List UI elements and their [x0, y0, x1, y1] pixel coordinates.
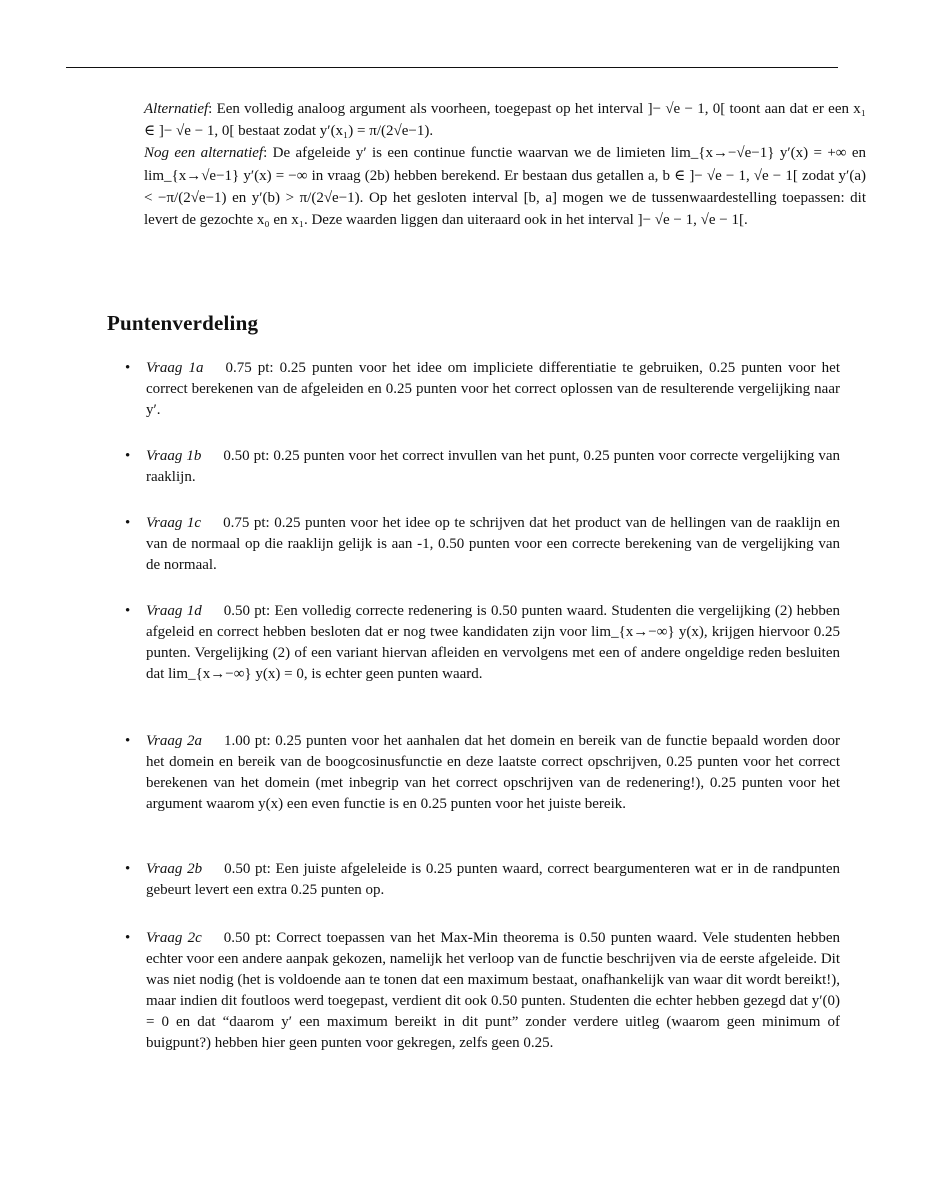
question-text: 0.50 pt: 0.25 punten voor het correct invullen van het punt, 0.25 punten voor correcte vergelijking van raaklijn.: [146, 448, 840, 485]
question-text: 1.00 pt: 0.25 punten voor het aanhalen dat het domein en bereik van de functie bepaald worden door het domein en bereik van de boogcosinusfunctie en deze laatste correct opschrijven, 0.25 punten voor het correct berekenen van het domein (met inbegrip van het correct opschrijven van de redenering!), 0.25 punten voor het argument waarom y(x) een even functie is en 0.25 punten voor het juiste bereik.: [146, 733, 840, 812]
grading-item-2a: [107, 731, 840, 815]
question-label: Vraag 1b: [146, 448, 202, 464]
grading-item-1c: [107, 513, 840, 576]
grading-item-2b: [107, 859, 840, 901]
section-heading: Puntenverdeling: [107, 311, 259, 335]
question-text: 0.50 pt: Een volledig correcte redenering is 0.50 punten waard. Studenten die vergelijking (2) hebben afgeleid en correct hebben besloten dat er nog twee kandidaten zijn voor lim_{x→−∞} y(x), krijgen hiervoor 0.25 punten. Vergelijking (2) of een variant hiervan afleiden en vervolgens met een of andere ongeldige reden besluiten dat lim_{x→−∞} y(x) = 0, is echter geen punten waard.: [146, 603, 841, 682]
grading-item-1b: [107, 446, 840, 488]
question-label: Vraag 2a: [146, 733, 202, 749]
alternative-paragraph: [144, 98, 866, 142]
question-text: 0.75 pt: 0.25 punten voor het idee op te schrijven dat het product van de hellingen van de raaklijn en van de normaal op die raaklijn gelijk is aan -1, 0.50 punten voor een correcte berekening van de vergelijking van de normaal.: [146, 515, 840, 573]
grading-item-2c: [107, 928, 840, 1054]
question-text: 0.50 pt: Correct toepassen van het Max-Min theorema is 0.50 punten waard. Vele studenten hebben echter voor een andere aanpak gekozen, namelijk het verloop van de functie beschrijven via de eerste afgeleide. Dit was niet nodig (het is voldoende aan te tonen dat een maximum bestaat, onafhankelijk van waar dit wordt bereikt!), maar indien dit foutloos werd toegepast, verdient dit ook 0.50 punten. Studenten die echter hebben gezegd dat y′(0) = 0 en dat “daarom y′ een maximum bereikt in dit punt” zonder verdere uitleg (waarom geen minimum of buigpunt?) hebben hier geen punten voor gekregen, zelfs geen 0.25.: [146, 930, 841, 1051]
bullet-icon: •: [125, 448, 131, 464]
question-label: Vraag 2b: [146, 861, 203, 877]
question-text: 0.75 pt: 0.25 punten voor het idee om impliciete differentiatie te gebruiken, 0.25 punten voor het correct berekenen van de afgeleiden en 0.25 punten voor het correct oplossen van de resulterende vergelijking naar y′.: [146, 360, 840, 418]
intro-block: [144, 98, 866, 231]
alternative-text: : Een volledig analoog argument als voorheen, toegepast op het interval ]− √e − 1, 0[ toont aan dat er een x₁ ∈ ]− √e − 1, 0[ bestaat zodat y′(x₁) = π/(2√e−1).: [144, 101, 866, 140]
header-rule: [66, 67, 838, 68]
second-alternative-label: Nog een alternatief: [144, 145, 264, 162]
question-text: 0.50 pt: Een juiste afgeleleide is 0.25 punten waard, correct beargumenteren wat er in de randpunten gebeurt levert een extra 0.25 punten op.: [146, 861, 841, 898]
grading-item-1d: [107, 601, 840, 685]
question-label: Vraag 2c: [146, 930, 202, 946]
bullet-icon: •: [125, 603, 131, 619]
question-label: Vraag 1c: [146, 515, 202, 531]
question-label: Vraag 1a: [146, 360, 204, 376]
second-alternative-text: : De afgeleide y′ is een continue functie waarvan we de limieten lim_{x→−√e−1} y′(x) = +∞ en lim_{x→√e−1} y′(x) = −∞ in vraag (2b) hebben berekend. Er bestaan dus getallen a, b ∈ ]− √e − 1, √e − 1[ zodat y′(a) < −π/(2√e−1) en y′(b) > π/(2√e−1). Op het gesloten interval [b, a] mogen we de tussenwaardestelling toepassen: dit levert de gezochte x₀ en x₁. Deze waarden liggen dan uiteraard ook in het interval ]− √e − 1, √e − 1[.: [144, 145, 867, 229]
bullet-icon: •: [125, 930, 131, 946]
bullet-icon: •: [125, 733, 131, 749]
grading-item-1a: [107, 358, 840, 421]
question-label: Vraag 1d: [146, 603, 202, 619]
bullet-icon: •: [125, 861, 131, 877]
bullet-icon: •: [125, 360, 131, 376]
second-alternative-paragraph: [144, 142, 866, 231]
bullet-icon: •: [125, 515, 131, 531]
alternative-label: Alternatief: [144, 101, 209, 117]
